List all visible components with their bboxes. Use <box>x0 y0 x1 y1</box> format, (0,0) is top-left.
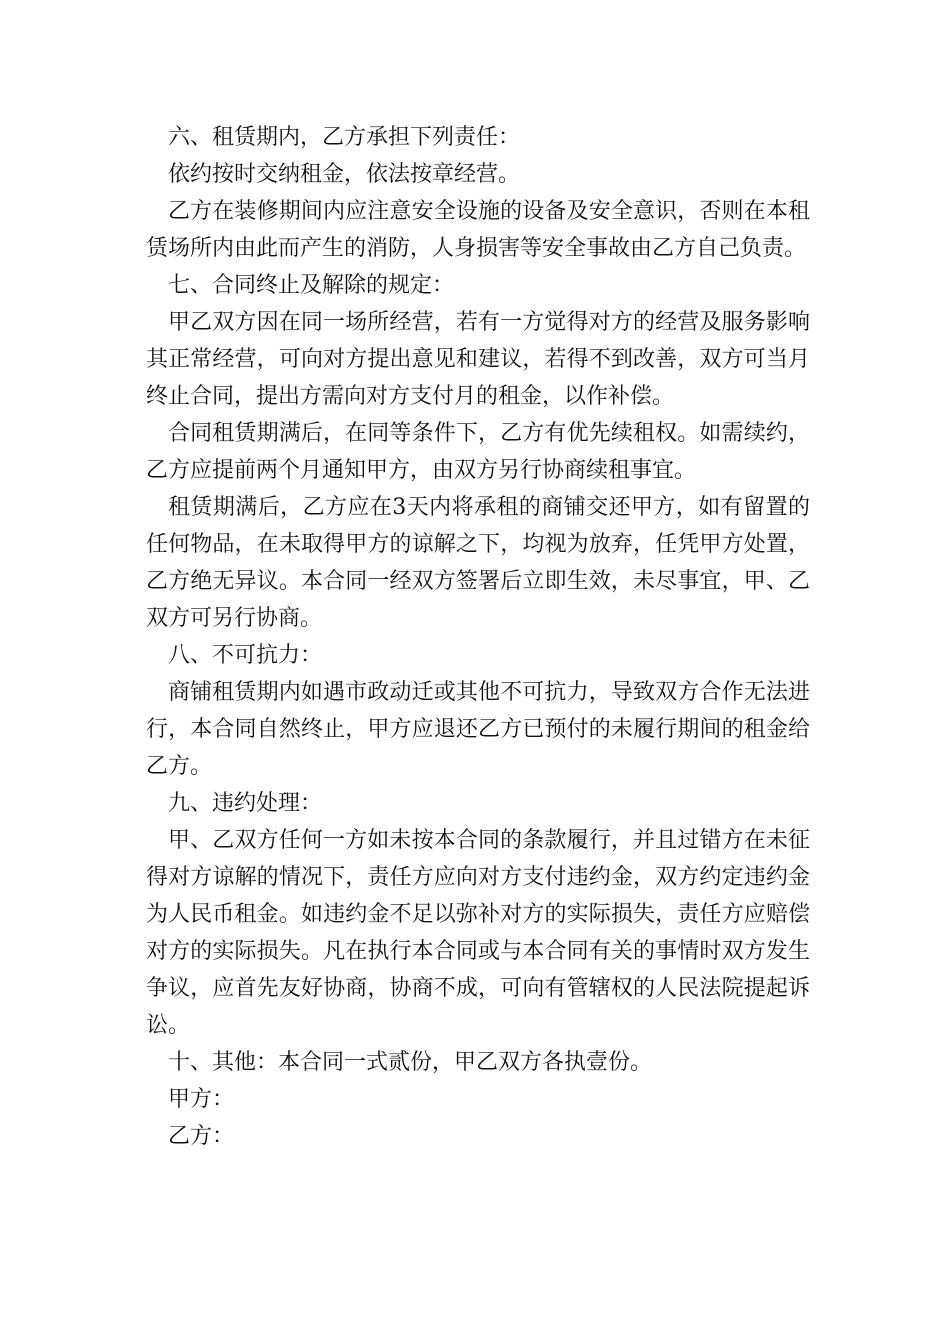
section-7-heading: 七、合同终止及解除的规定： <box>168 273 455 298</box>
section-6-item-rent: 依约按时交纳租金，依法按章经营。 <box>168 162 521 187</box>
section-7-item-renewal: 合同租赁期满后，在同等条件下，乙方有优先续租权。如需续约，乙方应提前两个月通知甲方，由双方另行协商续租事宜。 <box>146 421 810 483</box>
section-9-item-breach: 甲、乙双方任何一方如未按本合同的条款履行，并且过错方在未征得对方谅解的情况下，责任方应向对方支付违约金，双方约定违约金为人民币租金。如违约金不足以弥补对方的实际损失，责任方应赔偿对方的实际损失。凡在执行本合同或与本合同有关的事情时双方发生争议，应首先友好协商，协商不成，可向有管辖权的人民法院提起诉讼。 <box>146 828 810 1038</box>
document-body <box>146 119 810 1155</box>
party-b-signature-line: 乙方： <box>168 1124 235 1149</box>
section-6-item-safety: 乙方在装修期间内应注意安全设施的设备及安全意识，否则在本租赁场所内由此而产生的消防，人身损害等安全事故由乙方自己负责。 <box>146 199 810 261</box>
section-10-other: 十、其他：本合同一式贰份，甲乙双方各执壹份。 <box>168 1050 653 1075</box>
party-a-signature-line: 甲方： <box>168 1087 235 1112</box>
section-7-item-termination: 甲乙双方因在同一场所经营，若有一方觉得对方的经营及服务影响其正常经营，可向对方提出意见和建议，若得不到改善，双方可当月终止合同，提出方需向对方支付月的租金，以作补偿。 <box>146 310 810 409</box>
section-8-item-force-majeure: 商铺租赁期内如遇市政动迁或其他不可抗力，导致双方合作无法进行，本合同自然终止，甲方应退还乙方已预付的未履行期间的租金给乙方。 <box>146 680 810 779</box>
section-8-heading: 八、不可抗力： <box>168 643 323 668</box>
section-7-item-return: 租赁期满后，乙方应在3天内将承租的商铺交还甲方，如有留置的任何物品，在未取得甲方的谅解之下，均视为放弃，任凭甲方处置，乙方绝无异议。本合同一经双方签署后立即生效，未尽事宜，甲、乙双方可另行协商。 <box>146 495 810 631</box>
section-6-heading: 六、租赁期内，乙方承担下列责任： <box>168 125 521 150</box>
section-9-heading: 九、违约处理： <box>168 791 323 816</box>
